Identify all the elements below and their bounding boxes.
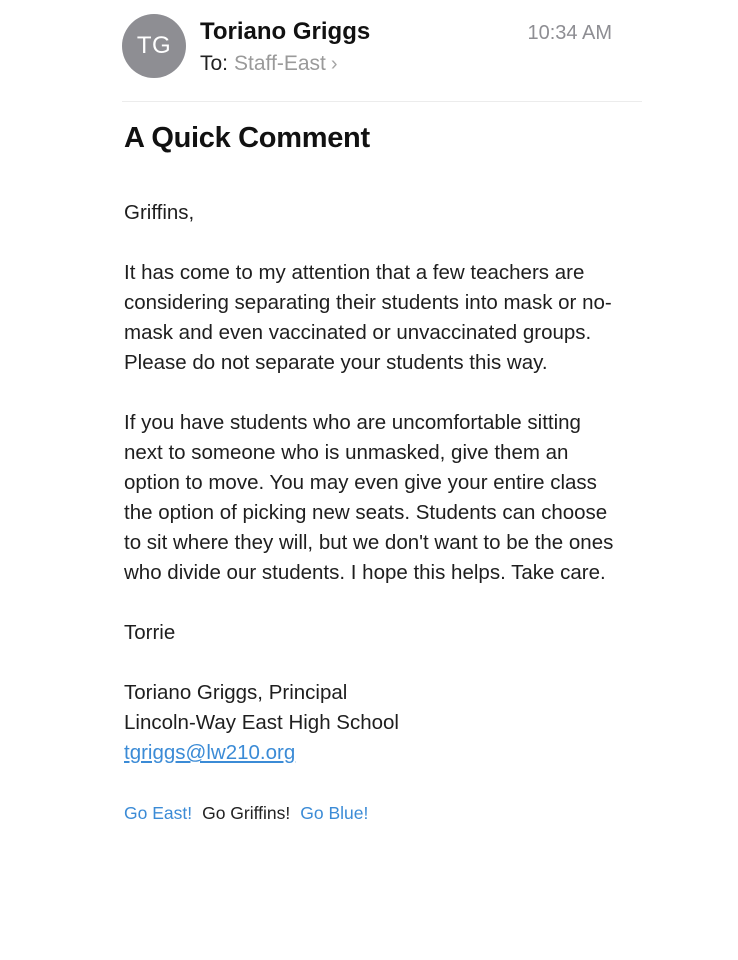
header-divider [122,101,642,102]
sender-name[interactable]: Toriano Griggs [200,18,371,45]
email-timestamp: 10:34 AM [527,22,612,44]
email-header [122,14,642,84]
to-label: To: [200,52,229,75]
signature-school: Lincoln-Way East High School [124,711,399,734]
email-paragraph-1: It has come to my attention that a few teachers are considering separating their students into mask or no-mask and even vaccinated or unvaccinated groups. Please do not separate your students this way. [124,261,612,374]
sender-avatar[interactable]: TG [122,14,186,78]
recipient-name[interactable]: Staff-East [234,52,326,75]
email-tagline [124,798,624,828]
email-signature [124,678,624,768]
email-greeting: Griffins, [124,201,195,224]
email-signoff: Torrie [124,621,176,644]
tagline-go-griffins: Go Griffins! [202,803,291,823]
email-paragraph-2: If you have students who are uncomfortable sitting next to someone who is unmasked, give them an option to move. You may even give your entire class the option of picking new seats. Students can choose to sit where they will, but we don't want to be the ones who divide our students. I hope this helps. Take care. [124,411,614,584]
tagline-go-blue: Go Blue! [300,803,369,823]
signature-email-link[interactable]: tgriggs@lw210.org [124,741,296,764]
email-subject: A Quick Comment [124,122,370,154]
signature-name-title: Toriano Griggs, Principal [124,681,348,704]
tagline-go-east: Go East! [124,803,193,823]
chevron-right-icon[interactable]: › [330,52,338,75]
recipient-row[interactable] [200,52,338,76]
email-body [124,198,624,828]
